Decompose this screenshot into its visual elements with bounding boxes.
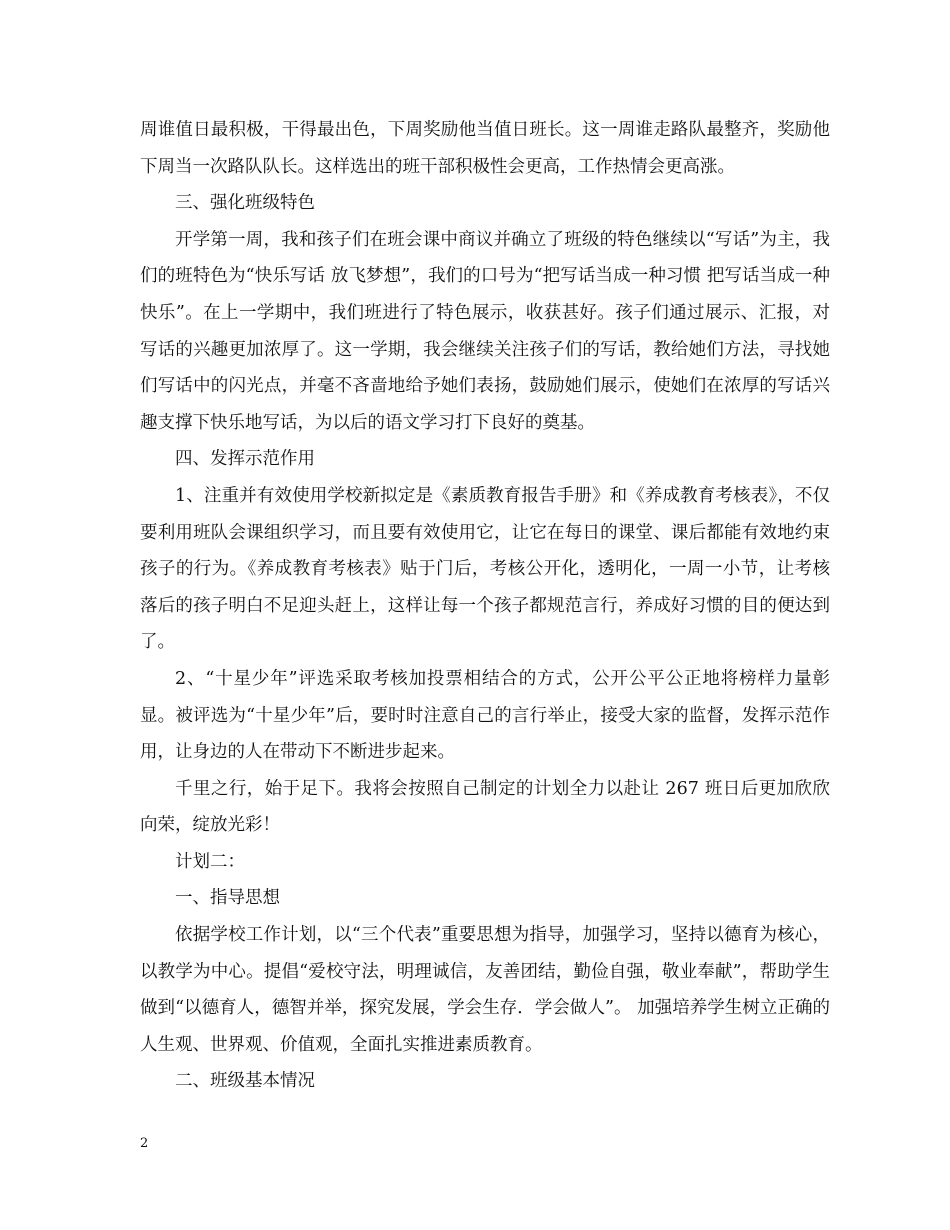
plan-two-heading: 计划二：: [175, 851, 245, 872]
body-paragraph-guiding-ideology: 依据学校工作计划，以“三个代表”重要思想为指导，加强学习，坚持以德育为核心，以教学为中心。提倡“爱校守法，明理诚信，友善团结，勤俭自强，敬业奉献”，帮助学生做到“以德育人，德智并举，探究发展，学会生存．学会做人”。 加强培养学生树立正确的人生观、世界观、价值观，全面扎实推进素质教育。: [140, 925, 830, 1055]
section-heading-strengthen-class-features: 三、强化班级特色: [175, 193, 315, 214]
section-heading-class-basic-situation: 二、班级基本情况: [175, 1071, 315, 1092]
page-number: 2: [140, 1136, 149, 1151]
document-body: [140, 112, 830, 1100]
body-paragraph-item-1: 1、注重并有效使用学校新拟定是《素质教育报告手册》和《养成教育考核表》，不仅要利用班队会课组织学习，而且要有效使用它，让它在每日的课堂、课后都能有效地约束孩子的行为。《养成教育考核表》贴于门后，考核公开化，透明化，一周一小节，让考核落后的孩子明白不足迎头赶上，这样让每一个孩子都规范言行，养成好习惯的目的便达到了。: [140, 485, 830, 653]
body-paragraph-closing: 千里之行，始于足下。我将会按照自己制定的计划全力以赴让 267 班日后更加欣欣向荣，绽放光彩！: [140, 778, 830, 836]
body-paragraph-1: 周谁值日最积极，干得最出色，下周奖励他当值日班长。这一周谁走路队最整齐，奖励他下周当一次路队队长。这样选出的班干部积极性会更高，工作热情会更高涨。: [140, 120, 830, 177]
body-paragraph-class-features: 开学第一周，我和孩子们在班会课中商议并确立了班级的特色继续以“写话”为主，我们的班特色为“快乐写话 放飞梦想”，我们的口号为“把写话当成一种习惯 把写话当成一种快乐”。在上一学期中，我们班进行了特色展示，收获甚好。孩子们通过展示、汇报，对写话的兴趣更加浓厚了。这一学期，我会继续关注孩子们的写话，教给她们方法，寻找她们写话中的闪光点，并毫不吝啬地给予她们表扬，鼓励她们展示，使她们在浓厚的写话兴趣支撑下快乐地写话，为以后的语文学习打下良好的奠基。: [140, 229, 830, 433]
section-heading-guiding-ideology: 一、指导思想: [175, 888, 280, 909]
body-paragraph-item-2: 2、“十星少年”评选采取考核加投票相结合的方式，公开公平公正地将榜样力量彰显。被评选为“十星少年”后，要时时注意自己的言行举止，接受大家的监督，发挥示范作用，让身边的人在带动下不断进步起来。: [140, 668, 830, 763]
section-heading-exemplary-role: 四、发挥示范作用: [175, 449, 315, 470]
